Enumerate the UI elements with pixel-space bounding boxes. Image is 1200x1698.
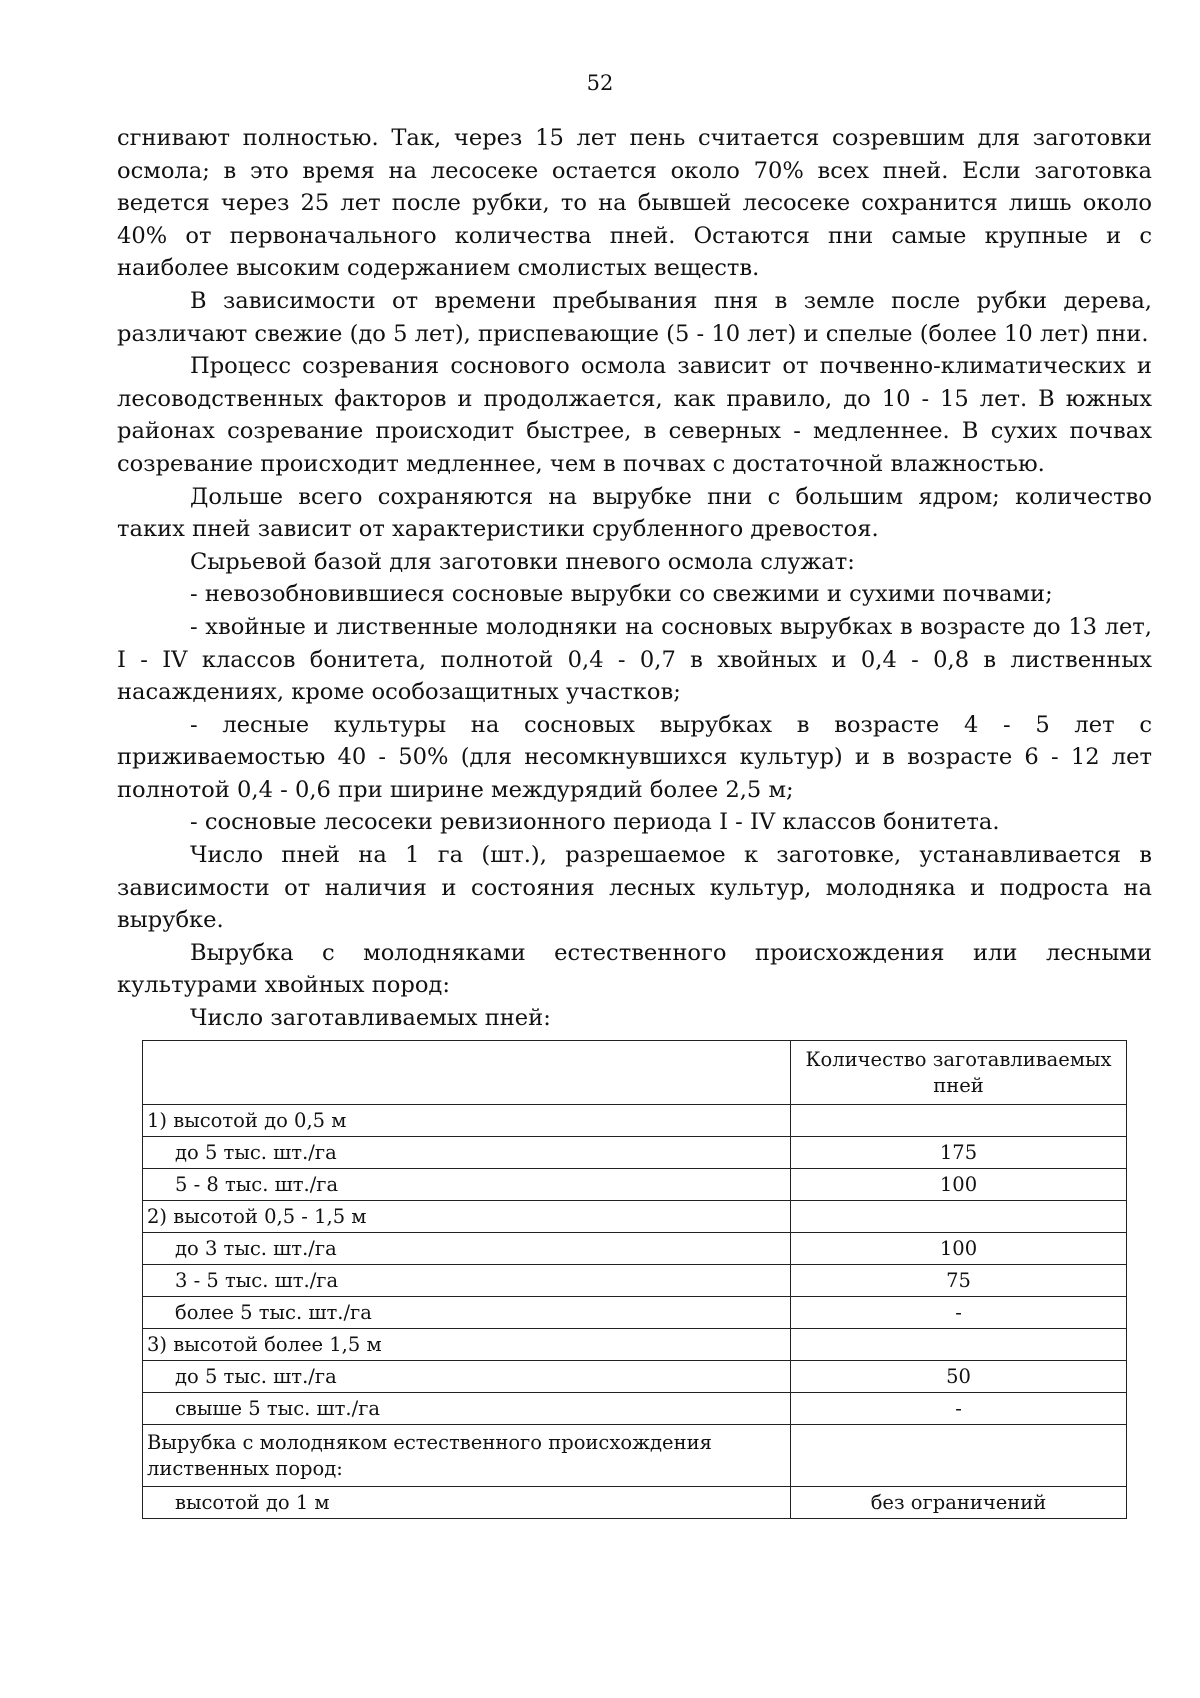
paragraph: Дольше всего сохраняются на вырубке пни с большим ядром; количество таких пней зависит от характеристики срубленного древостоя. bbox=[117, 483, 1152, 543]
table-row bbox=[143, 1425, 1127, 1487]
paragraph: В зависимости от времени пребывания пня в земле после рубки дерева, различают свежие (до 5 лет), приспевающие (5 - 10 лет) и спелые (более 10 лет) пни. bbox=[117, 287, 1152, 347]
table-cell-category: более 5 тыс. шт./га bbox=[143, 1297, 791, 1329]
table-cell-value: 50 bbox=[791, 1361, 1127, 1393]
table-cell-category: до 3 тыс. шт./га bbox=[143, 1233, 791, 1265]
list-item: - хвойные и лиственные молодняки на сосновых вырубках в возрасте до 13 лет, I - IV классов бонитета, полнотой 0,4 - 0,7 в хвойных и 0,4 - 0,8 в лиственных насаждениях, кроме особозащитных участков; bbox=[117, 613, 1152, 706]
page-number: 52 bbox=[586, 71, 614, 95]
table-row bbox=[143, 1137, 1127, 1169]
table-row bbox=[143, 1169, 1127, 1201]
table-cell-value bbox=[791, 1201, 1127, 1233]
paragraph: Сырьевой базой для заготовки пневого осмола служат: bbox=[190, 548, 855, 575]
table-cell-value: - bbox=[791, 1297, 1127, 1329]
table-cell-value: 100 bbox=[791, 1233, 1127, 1265]
table-cell-category: 5 - 8 тыс. шт./га bbox=[143, 1169, 791, 1201]
body-text bbox=[117, 122, 1152, 1035]
list-item: - сосновые лесосеки ревизионного периода I - IV классов бонитета. bbox=[190, 809, 1000, 836]
table-row bbox=[143, 1265, 1127, 1297]
paragraph: Процесс созревания соснового осмола зависит от почвенно-климатических и лесоводственных факторов и продолжается, как правило, до 10 - 15 лет. В южных районах созревание происходит быстрее, в северных - медленнее. В сухих почвах созревание происходит медленнее, чем в почвах с достаточной влажностью. bbox=[117, 353, 1152, 477]
table-cell-category: 1) высотой до 0,5 м bbox=[143, 1105, 791, 1137]
table-header-cell: Количество заготавливаемых пней bbox=[791, 1041, 1127, 1105]
table-cell-category: свыше 5 тыс. шт./га bbox=[143, 1393, 791, 1425]
table-cell-category: до 5 тыс. шт./га bbox=[143, 1137, 791, 1169]
list-item: - лесные культуры на сосновых вырубках в возрасте 4 - 5 лет с приживаемостью 40 - 50% (для несомкнувшихся культур) и в возрасте 6 - 12 лет полнотой 0,4 - 0,6 при ширине междурядий более 2,5 м; bbox=[117, 711, 1152, 803]
table-row bbox=[143, 1487, 1127, 1519]
table-cell-value: 75 bbox=[791, 1265, 1127, 1297]
table-row bbox=[143, 1105, 1127, 1137]
table-cell-value bbox=[791, 1329, 1127, 1361]
table-row bbox=[143, 1233, 1127, 1265]
table-cell-value: 100 bbox=[791, 1169, 1127, 1201]
table-row bbox=[143, 1329, 1127, 1361]
table-cell-value: без ограничений bbox=[791, 1487, 1127, 1519]
table-row bbox=[143, 1201, 1127, 1233]
table-cell-category: 2) высотой 0,5 - 1,5 м bbox=[143, 1201, 791, 1233]
table-cell-category: 3) высотой более 1,5 м bbox=[143, 1329, 791, 1361]
table-row bbox=[143, 1361, 1127, 1393]
table-cell-category: Вырубка с молодняком естественного происхождения лиственных пород: bbox=[143, 1425, 791, 1487]
table-cell-value bbox=[791, 1425, 1127, 1487]
table-header-row bbox=[143, 1041, 1127, 1105]
table-row bbox=[143, 1297, 1127, 1329]
table-cell-category: высотой до 1 м bbox=[143, 1487, 791, 1519]
paragraph: Число пней на 1 га (шт.), разрешаемое к заготовке, устанавливается в зависимости от наличия и состояния лесных культур, молодняка и подроста на вырубке. bbox=[117, 842, 1152, 934]
list-item: - невозобновившиеся сосновые вырубки со свежими и сухими почвами; bbox=[190, 581, 1053, 608]
table-row bbox=[143, 1393, 1127, 1425]
table-cell-category: 3 - 5 тыс. шт./га bbox=[143, 1265, 791, 1297]
paragraph: Вырубка с молодняками естественного происхождения или лесными культурами хвойных пород: bbox=[117, 939, 1152, 999]
table-caption: Число заготавливаемых пней: bbox=[190, 1005, 551, 1032]
table-header-cell bbox=[143, 1041, 791, 1105]
stumps-table bbox=[142, 1040, 1127, 1519]
table-cell-value: 175 bbox=[791, 1137, 1127, 1169]
table-cell-value bbox=[791, 1105, 1127, 1137]
paragraph: сгнивают полностью. Так, через 15 лет пень считается созревшим для заготовки осмола; в это время на лесосеке остается около 70% всех пней. Если заготовка ведется через 25 лет после рубки, то на бывшей лесосеке сохранится лишь около 40% от первоначального количества пней. Остаются пни самые крупные и с наиболее высоким содержанием смолистых веществ. bbox=[117, 125, 1152, 282]
table-cell-category: до 5 тыс. шт./га bbox=[143, 1361, 791, 1393]
table-cell-value: - bbox=[791, 1393, 1127, 1425]
